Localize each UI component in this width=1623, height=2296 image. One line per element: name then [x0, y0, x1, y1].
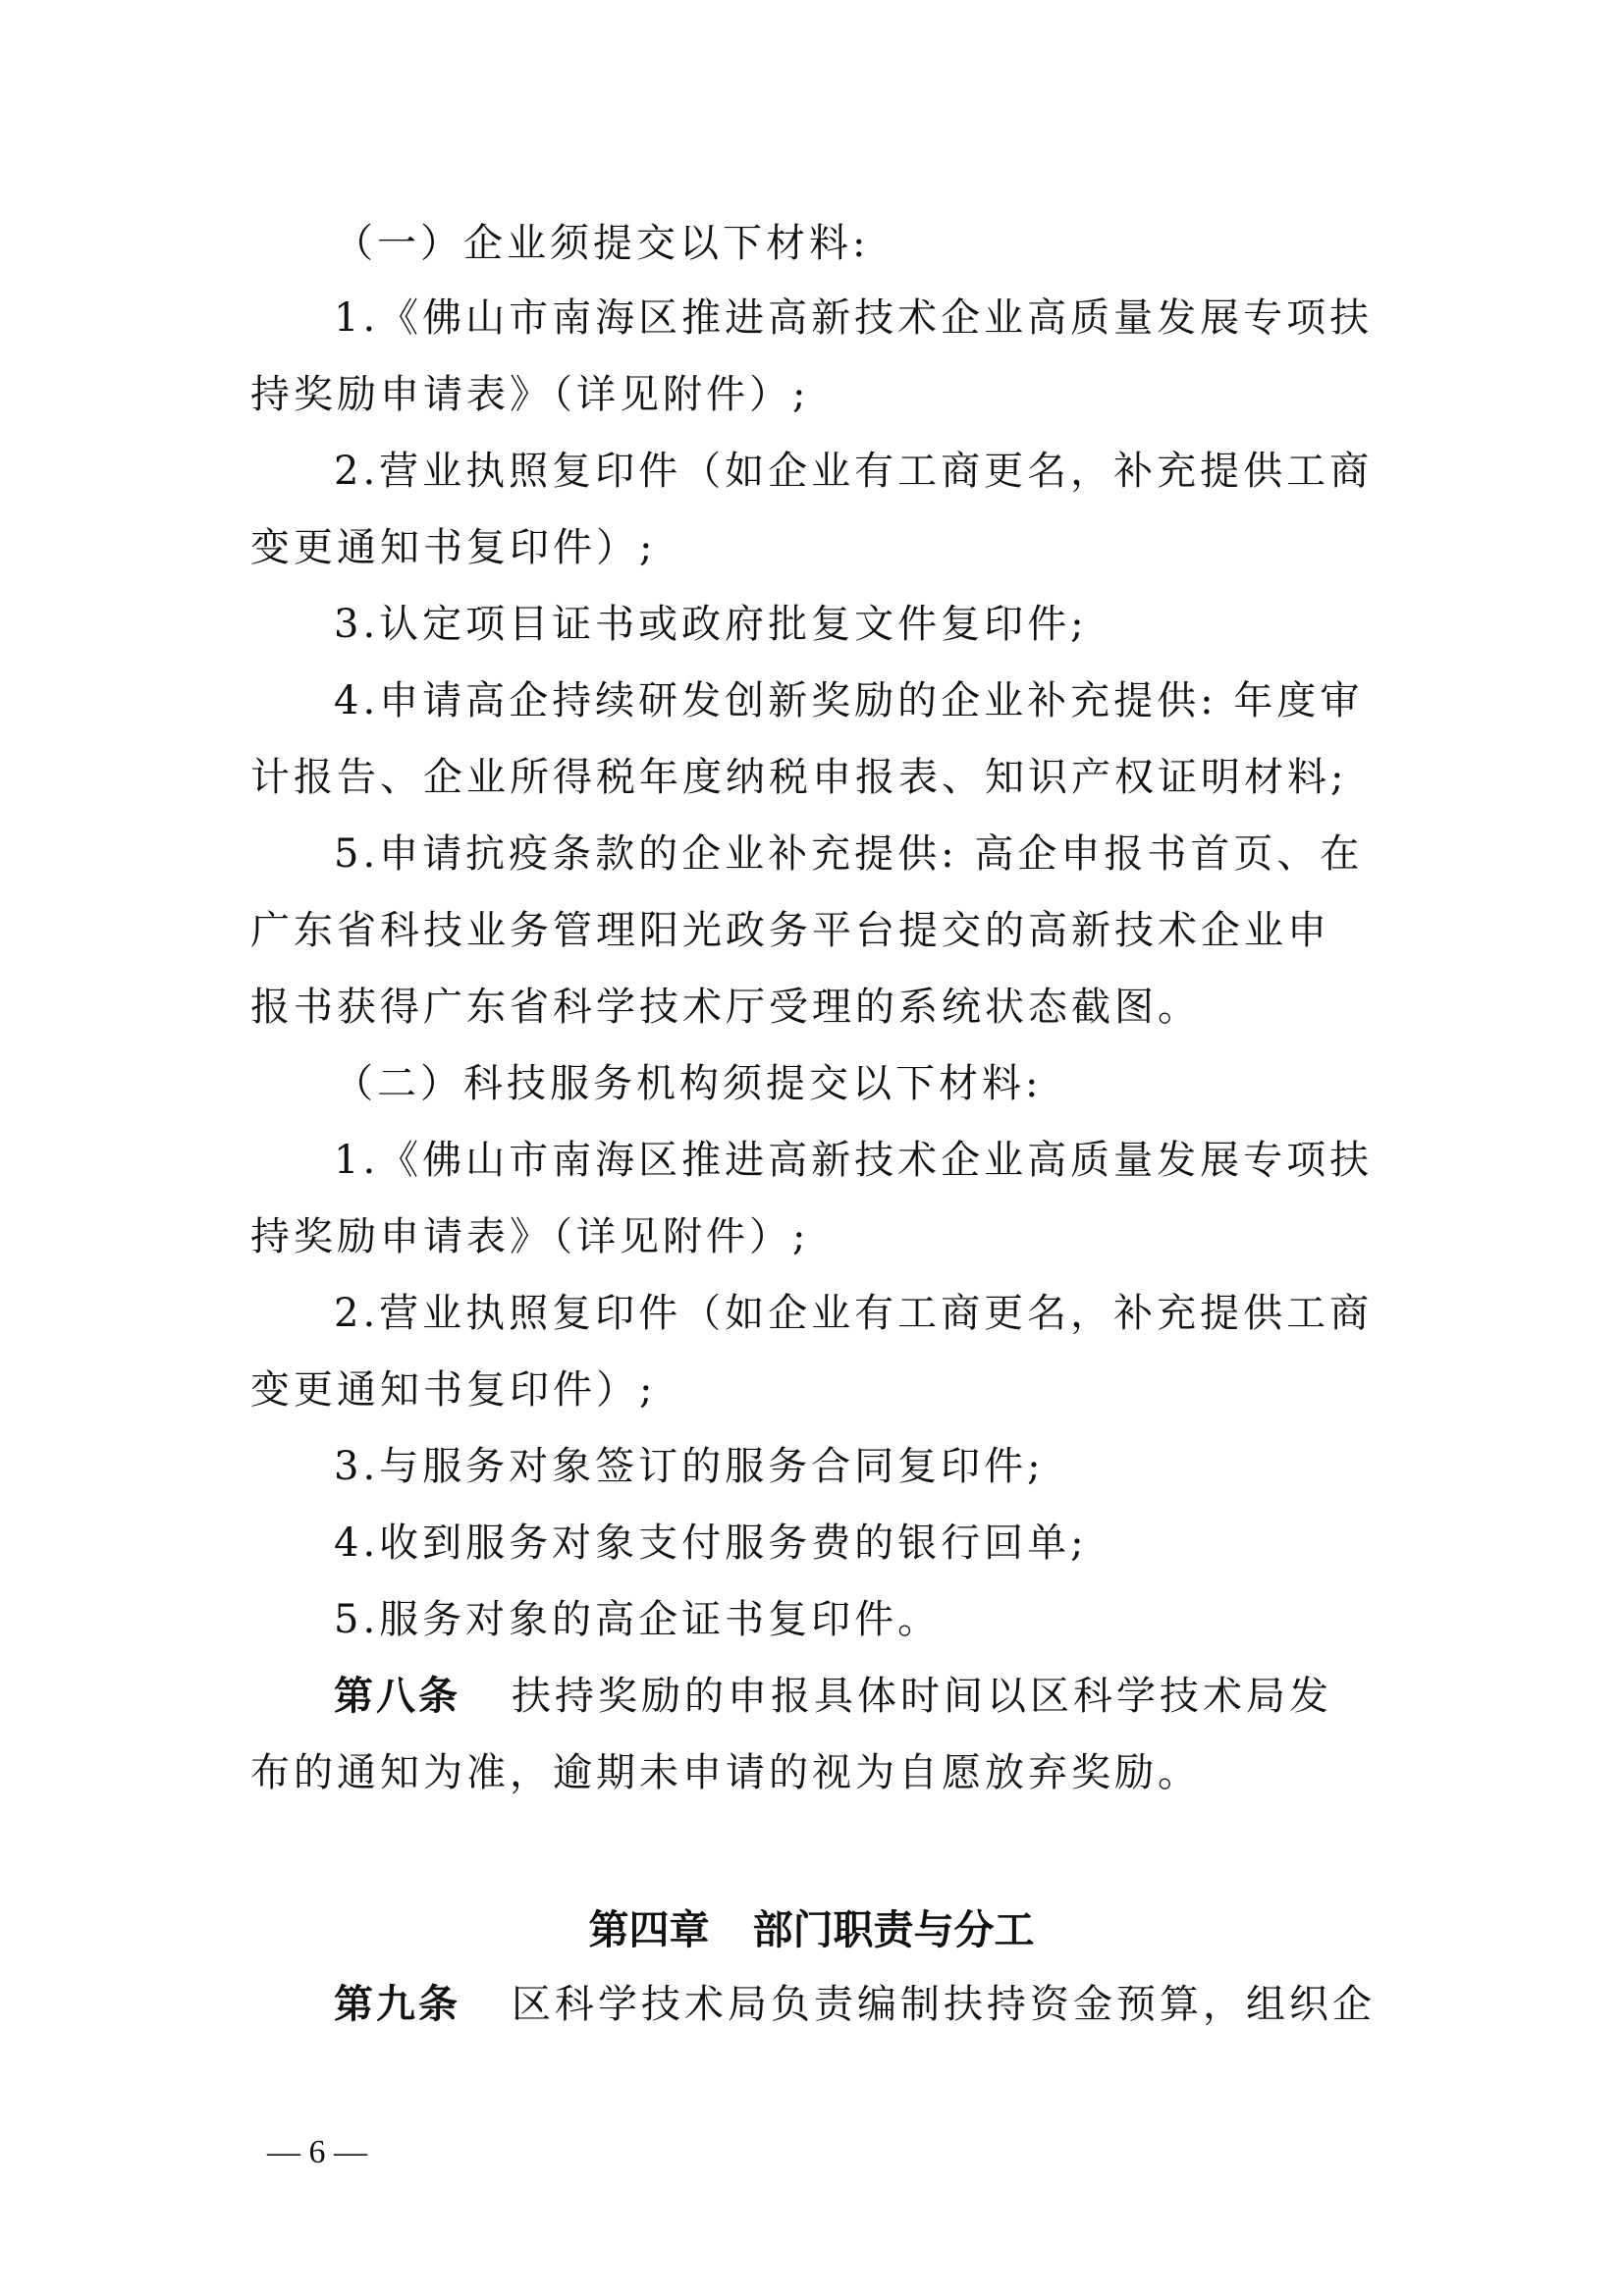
section-enterprise-heading: （一）企业须提交以下材料:	[334, 221, 870, 266]
enterprise-item-5-line-2: 广东省科技业务管理阳光政务平台提交的高新技术企业申	[250, 908, 1330, 953]
agency-item-1-line-1: 1.《佛山市南海区推进高新技术企业高质量发展专项扶	[334, 1138, 1374, 1183]
agency-item-2-line-1: 2.营业执照复印件（如企业有工商更名，补充提供工商	[334, 1291, 1374, 1336]
article-9-label: 第九条	[334, 1982, 460, 2027]
enterprise-item-5-line-3: 报书获得广东省科学技术厅受理的系统状态截图。	[250, 985, 1201, 1030]
article-8-line-1	[334, 1667, 1380, 1726]
article-8-line-2: 布的通知为准，逾期未申请的视为自愿放弃奖励。	[250, 1750, 1201, 1795]
page-number: — 6 —	[267, 2134, 367, 2170]
chapter-4-heading	[250, 1900, 1373, 1959]
agency-item-2-line-2: 变更通知书复印件）;	[250, 1367, 657, 1413]
article-8-text-1: 扶持奖励的申报具体时间以区科学技术局发	[512, 1674, 1332, 1719]
section-service-agency-heading: （二）科技服务机构须提交以下材料:	[334, 1061, 1043, 1106]
enterprise-item-4-line-2: 计报告、企业所得税年度纳税申报表、知识产权证明材料;	[250, 755, 1348, 800]
agency-item-3-line-1: 3.与服务对象签订的服务合同复印件;	[334, 1444, 1045, 1489]
enterprise-item-2-line-1: 2.营业执照复印件（如企业有工商更名，补充提供工商	[334, 449, 1374, 494]
article-9-line-1	[334, 1975, 1380, 2034]
enterprise-item-1-line-1: 1.《佛山市南海区推进高新技术企业高质量发展专项扶	[334, 295, 1374, 341]
enterprise-item-2-line-2: 变更通知书复印件）;	[250, 525, 657, 570]
article-8-label: 第八条	[334, 1674, 460, 1719]
agency-item-1-line-2: 持奖励申请表》（详见附件）;	[250, 1214, 810, 1259]
enterprise-item-1-line-2: 持奖励申请表》（详见附件）;	[250, 372, 810, 417]
enterprise-item-3-line-1: 3.认定项目证书或政府批复文件复印件;	[334, 602, 1088, 647]
enterprise-item-4-line-1: 4.申请高企持续研发创新奖励的企业补充提供: 年度审	[334, 678, 1364, 723]
agency-item-5-line-1: 5.服务对象的高企证书复印件。	[334, 1597, 942, 1642]
chapter-4-title: 部门职责与分工	[752, 1906, 1035, 1953]
article-9-text-1: 区科学技术局负责编制扶持资金预算，组织企	[512, 1982, 1376, 2027]
enterprise-item-5-line-1: 5.申请抗疫条款的企业补充提供: 高企申报书首页、在	[334, 831, 1364, 877]
agency-item-4-line-1: 4.收到服务对象支付服务费的银行回单;	[334, 1521, 1088, 1566]
chapter-4-number: 第四章	[588, 1906, 710, 1953]
